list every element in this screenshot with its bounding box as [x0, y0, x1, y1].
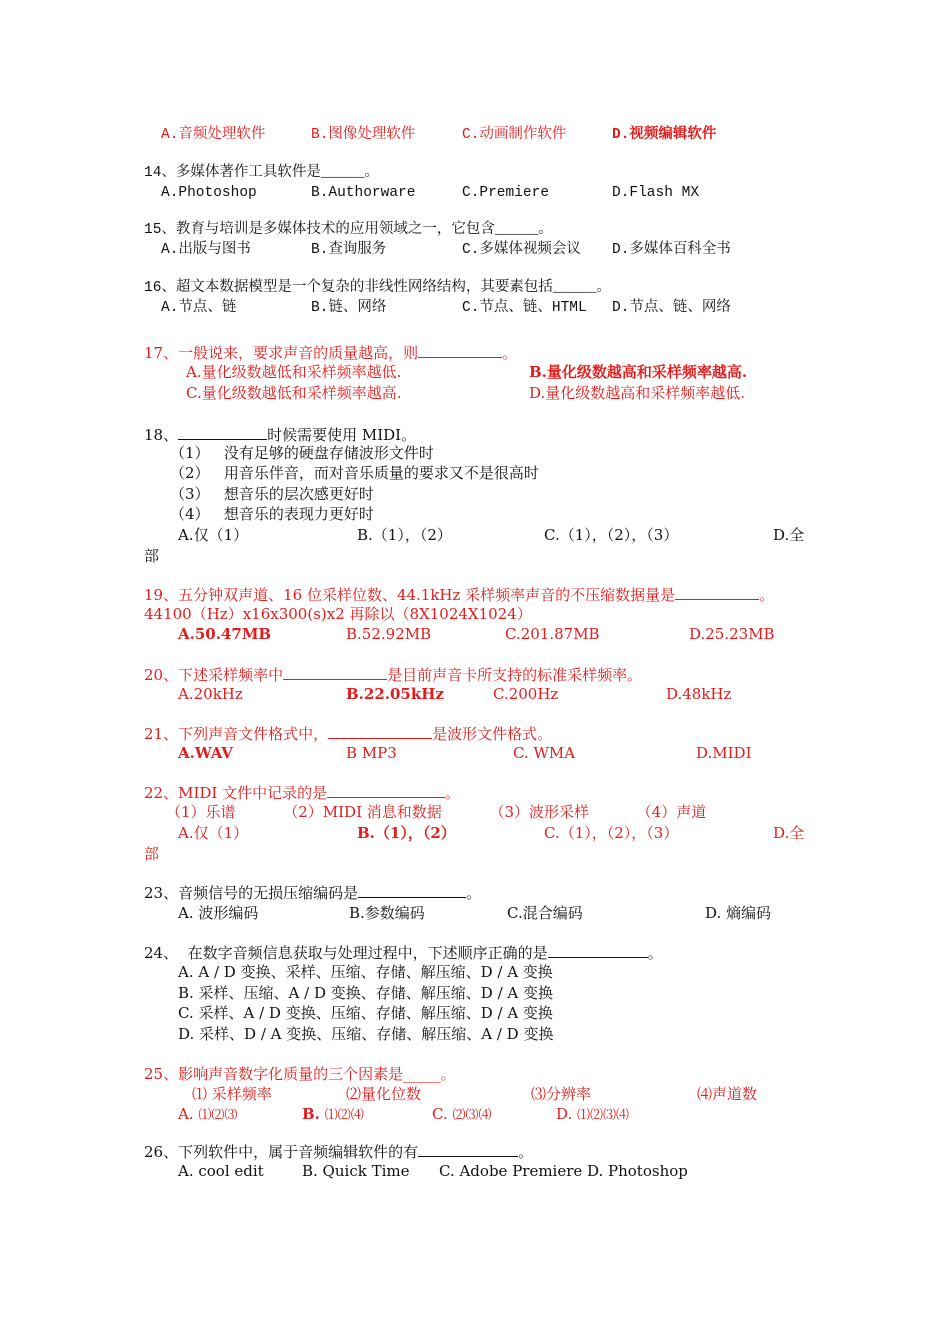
q22-stem	[144, 782, 460, 803]
q16-option-d: D.节点、链、网络	[612, 300, 731, 316]
q18-stem	[144, 424, 416, 445]
q17-option-b: B.量化级数越高和采样频率越高.	[529, 363, 748, 381]
q26-option-a: A. cool edit	[178, 1162, 264, 1180]
q19-stem	[144, 584, 774, 605]
q15-option-b: B.查询服务	[311, 242, 387, 258]
q22-option-d-wrap: 部	[144, 845, 160, 863]
q13-option-a: A.音频处理软件	[161, 127, 266, 143]
q24-stem-end: 。	[647, 944, 663, 962]
q24-option-a: A. A / D 变换、采样、压缩、存储、解压缩、D / A 变换	[178, 963, 553, 981]
q25-item-3: ⑶分辨率	[531, 1085, 592, 1103]
q22-option-c: C.（1），（2），（3）	[544, 824, 679, 842]
q26-stem-text: 26、下列软件中，属于音频编辑软件的有	[144, 1143, 419, 1161]
answer-blank	[327, 782, 445, 798]
q25-option-a-value: ⑴⑵⑶	[198, 1108, 238, 1123]
answer-blank	[548, 942, 648, 958]
q15-option-c: C.多媒体视频会议	[462, 242, 581, 258]
q18-item-3: （3） 想音乐的层次感更好时	[170, 485, 374, 503]
q16-option-b: B.链、网络	[311, 300, 387, 316]
q23-option-b: B.参数编码	[349, 904, 425, 922]
answer-blank	[418, 1141, 518, 1157]
q14-option-a: A.Photoshop	[161, 185, 257, 201]
q23-stem	[144, 882, 481, 903]
q20-option-a: A.20kHz	[178, 685, 243, 703]
q18-item-4: （4） 想音乐的表现力更好时	[170, 505, 374, 523]
q26-option-b: B. Quick Time	[302, 1162, 410, 1180]
q21-option-c: C. WMA	[513, 744, 576, 762]
q17-stem	[144, 342, 517, 363]
q19-note: 44100（Hz）x16x300(s)x2 再除以（8X1024X1024）	[144, 605, 532, 623]
q24-option-b: B. 采样、压缩、A / D 变换、存储、解压缩、D / A 变换	[178, 984, 553, 1002]
q17-option-d: D.量化级数越高和采样频率越低.	[529, 384, 746, 402]
q22-stem-text: 22、MIDI 文件中记录的是	[144, 784, 328, 802]
q26-stem	[144, 1141, 533, 1162]
q26-option-c: C. Adobe Premiere	[439, 1162, 583, 1180]
q17-option-c: C.量化级数越低和采样频率越高.	[186, 384, 402, 402]
q24-stem-text: 24、 在数字音频信息获取与处理过程中，下述顺序正确的是	[144, 944, 548, 962]
q21-stem	[144, 723, 552, 744]
q20-stem-end: 是目前声音卡所支持的标准采样频率。	[387, 666, 643, 684]
q16-option-a: A.节点、链	[161, 300, 237, 316]
q25-option-d-value: ⑴⑵⑶⑷	[577, 1108, 630, 1123]
q13-option-b: B.图像处理软件	[311, 127, 416, 143]
q21-stem-text: 21、下列声音文件格式中，	[144, 725, 329, 743]
q17-stem-end: 。	[502, 344, 518, 362]
answer-blank	[418, 342, 502, 358]
q25-item-1: ⑴ 采样频率	[192, 1085, 272, 1103]
q25-option-c	[432, 1104, 492, 1126]
q25-option-b-value: ⑴⑵⑷	[324, 1108, 364, 1123]
q15-option-a: A.出版与图书	[161, 242, 251, 258]
q23-stem-end: 。	[466, 884, 482, 902]
q18-stem-text: 时候需要使用 MIDI。	[267, 426, 417, 444]
q24-option-d: D. 采样、D / A 变换、压缩、存储、解压缩、A / D 变换	[178, 1025, 554, 1043]
q18-option-d: D.全	[773, 526, 805, 544]
q16-option-c: C.节点、链、HTML	[462, 300, 587, 316]
q15-stem: 15、教育与培训是多媒体技术的应用领域之一，它包含_____。	[144, 222, 553, 238]
answer-blank	[675, 584, 759, 600]
q18-option-c: C.（1），（2），（3）	[544, 526, 679, 544]
q22-option-d: D.全	[773, 824, 805, 842]
q20-option-c: C.200Hz	[493, 685, 559, 703]
answer-blank	[358, 882, 466, 898]
q25-stem: 25、影响声音数字化质量的三个因素是_____。	[144, 1065, 456, 1083]
q21-option-b: B MP3	[346, 744, 397, 762]
q25-option-a-label: A.	[178, 1105, 194, 1123]
q25-option-c-value: ⑵⑶⑷	[452, 1108, 492, 1123]
q25-option-d	[556, 1104, 629, 1126]
q26-option-d: D. Photoshop	[587, 1162, 688, 1180]
q18-number: 18、	[144, 426, 179, 444]
q13-option-c: C.动画制作软件	[462, 127, 567, 143]
q19-option-c: C.201.87MB	[505, 625, 600, 643]
q19-stem-end: 。	[759, 586, 775, 604]
q16-stem: 16、超文本数据模型是一个复杂的非线性网络结构，其要素包括_____。	[144, 280, 611, 296]
q23-option-d: D. 熵编码	[705, 904, 772, 922]
q17-stem-text: 17、一般说来，要求声音的质量越高，则	[144, 344, 419, 362]
q23-option-c: C.混合编码	[507, 904, 583, 922]
answer-blank	[283, 664, 387, 680]
q23-stem-text: 23、音频信号的无损压缩编码是	[144, 884, 359, 902]
q22-option-a: A.仅（1）	[178, 824, 249, 842]
q18-item-2: （2） 用音乐伴音，而对音乐质量的要求又不是很高时	[170, 464, 539, 482]
q25-option-d-label: D.	[556, 1105, 573, 1123]
q22-option-b: B.（1），（2）	[357, 824, 456, 842]
q25-item-2: ⑵量化位数	[346, 1085, 422, 1103]
answer-blank	[178, 424, 267, 440]
q15-option-d: D.多媒体百科全书	[612, 242, 731, 258]
q20-option-d: D.48kHz	[666, 685, 732, 703]
q18-option-b: B.（1），（2）	[357, 526, 452, 544]
q19-option-b: B.52.92MB	[346, 625, 432, 643]
q18-item-1: （1） 没有足够的硬盘存储波形文件时	[170, 444, 434, 462]
q25-option-a	[178, 1104, 237, 1126]
q24-stem	[144, 942, 663, 963]
q26-stem-end: 。	[518, 1143, 534, 1161]
q23-option-a: A. 波形编码	[178, 904, 259, 922]
q21-option-d: D.MIDI	[696, 744, 752, 762]
q25-option-c-label: C.	[432, 1105, 448, 1123]
q22-stem-end: 。	[445, 784, 461, 802]
q18-option-d-wrap: 部	[144, 547, 160, 565]
q13-option-d: D.视频编辑软件	[612, 127, 717, 143]
answer-blank	[328, 723, 432, 739]
q14-option-c: C.Premiere	[462, 185, 550, 201]
q25-option-b	[302, 1104, 364, 1126]
q17-option-a: A.量化级数越低和采样频率越低.	[186, 363, 402, 381]
q18-option-a: A.仅（1）	[178, 526, 249, 544]
q19-stem-text: 19、五分钟双声道、16 位采样位数、44.1kHz 采样频率声音的不压缩数据量是	[144, 586, 676, 604]
q19-option-d: D.25.23MB	[689, 625, 775, 643]
q22-items: （1）乐谱 （2）MIDI 消息和数据 （3）波形采样 （4）声道	[166, 803, 707, 821]
q25-item-4: ⑷声道数	[697, 1085, 758, 1103]
q20-option-b: B.22.05kHz	[346, 685, 444, 703]
q25-option-b-label: B.	[302, 1105, 320, 1123]
q14-option-b: B.Authorware	[311, 185, 416, 201]
q19-option-a: A.50.47MB	[178, 625, 272, 643]
q24-option-c: C. 采样、A / D 变换、压缩、存储、解压缩、D / A 变换	[178, 1004, 553, 1022]
q21-stem-end: 是波形文件格式。	[432, 725, 553, 743]
q14-stem: 14、多媒体著作工具软件是_____。	[144, 165, 379, 181]
q20-stem-text: 20、下述采样频率中	[144, 666, 284, 684]
q14-option-d: D.Flash MX	[612, 185, 700, 201]
q21-option-a: A.WAV	[178, 744, 233, 762]
q20-stem	[144, 664, 642, 685]
